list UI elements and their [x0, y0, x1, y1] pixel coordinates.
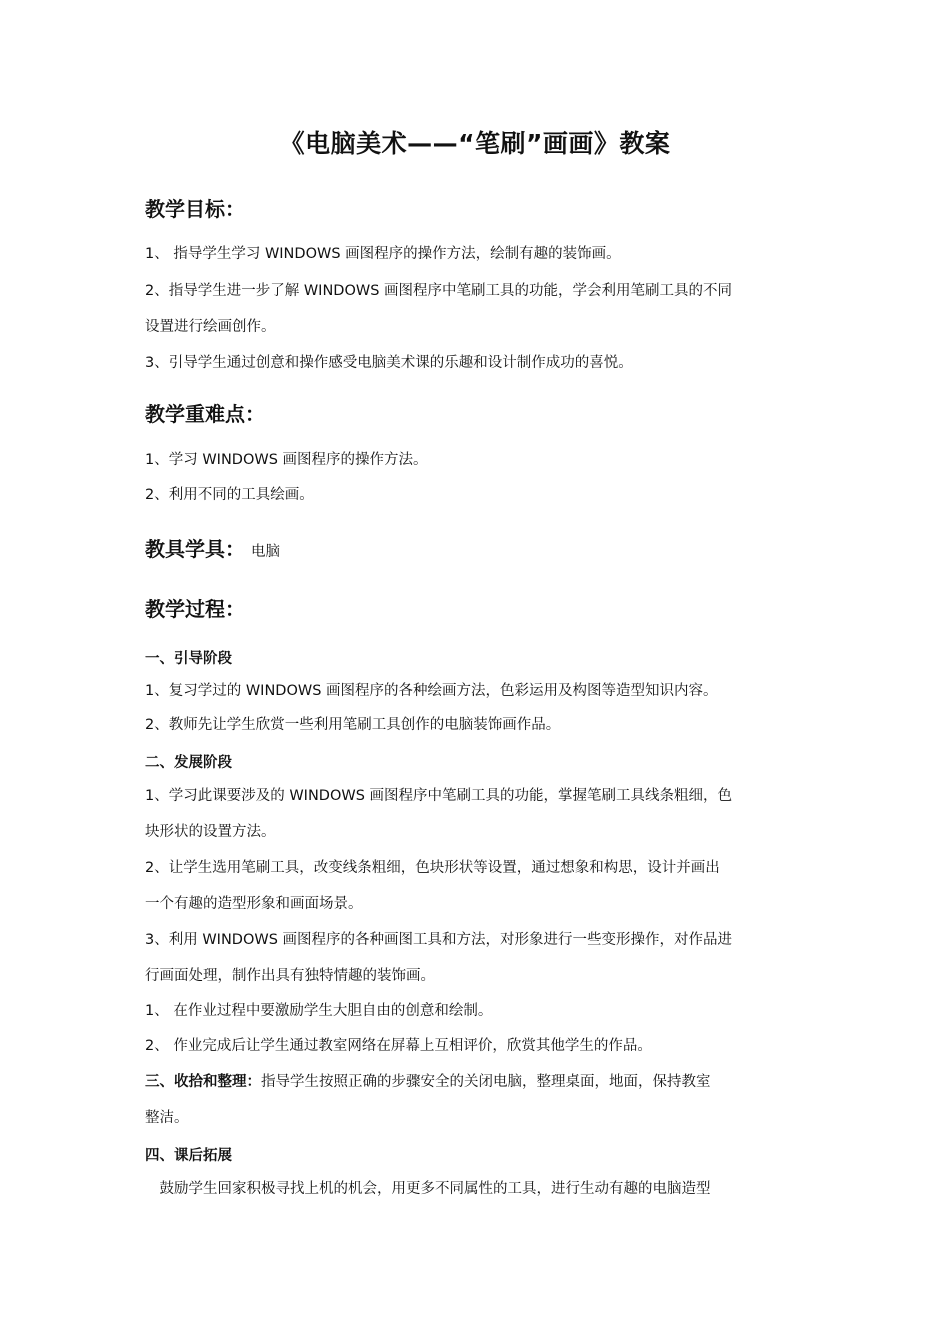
stage3-paragraph [145, 1072, 810, 1092]
stage2-item: 行画面处理，制作出具有独特情趣的装饰画。 [145, 968, 435, 984]
tools-row [145, 533, 280, 562]
stage3-text: 指导学生按照正确的步骤安全的关闭电脑，整理桌面，地面，保持教室 [261, 1074, 711, 1090]
stage2-heading: 二、发展阶段 [145, 755, 232, 771]
stage2-item: 一个有趣的造型形象和画面场景。 [145, 896, 363, 912]
tools-value: 电脑 [251, 544, 280, 560]
stage1-item: 1、复习学过的 WINDOWS 画图程序的各种绘画方法，色彩运用及构图等造型知识内容。 [145, 683, 718, 699]
stage2-item: 3、利用 WINDOWS 画图程序的各种画图工具和方法，对形象进行一些变形操作，对作品进 [145, 932, 733, 948]
objective-item: 设置进行绘画创作。 [145, 319, 276, 335]
stage1-heading: 一、引导阶段 [145, 651, 232, 667]
stage2-item: 块形状的设置方法。 [145, 824, 276, 840]
stage2-item: 2、 作业完成后让学生通过教室网络在屏幕上互相评价，欣赏其他学生的作品。 [145, 1038, 652, 1054]
objective-item: 1、 指导学生学习 WINDOWS 画图程序的操作方法，绘制有趣的装饰画。 [145, 246, 621, 262]
keypoint-item: 1、学习 WINDOWS 画图程序的操作方法。 [145, 452, 428, 468]
objective-item: 2、指导学生进一步了解 WINDOWS 画图程序中笔刷工具的功能，学会利用笔刷工具的不同 [145, 283, 733, 299]
stage2-item: 2、让学生选用笔刷工具，改变线条粗细，色块形状等设置，通过想象和构思，设计并画出 [145, 860, 720, 876]
process-heading: 教学过程： [145, 597, 245, 621]
stage2-item: 1、学习此课要涉及的 WINDOWS 画图程序中笔刷工具的功能，掌握笔刷工具线条粗细，色 [145, 788, 733, 804]
keypoint-item: 2、利用不同的工具绘画。 [145, 487, 314, 503]
stage2-item: 1、 在作业过程中要激励学生大胆自由的创意和绘制。 [145, 1003, 493, 1019]
stage4-heading: 四、课后拓展 [145, 1148, 232, 1164]
objectives-heading: 教学目标： [145, 197, 245, 221]
stage3-heading: 三、收拾和整理： [145, 1074, 261, 1090]
tools-heading: 教具学具： [145, 537, 245, 561]
objective-item: 3、引导学生通过创意和操作感受电脑美术课的乐趣和设计制作成功的喜悦。 [145, 355, 633, 371]
document-title: 《电脑美术——“笔刷”画画》教案 [279, 129, 671, 158]
stage3-text-cont: 整洁。 [145, 1110, 189, 1126]
keypoints-heading: 教学重难点： [145, 402, 265, 426]
stage4-text: 鼓励学生回家积极寻找上机的机会，用更多不同属性的工具，进行生动有趣的电脑造型 [145, 1181, 711, 1197]
stage1-item: 2、教师先让学生欣赏一些利用笔刷工具创作的电脑装饰画作品。 [145, 717, 561, 733]
